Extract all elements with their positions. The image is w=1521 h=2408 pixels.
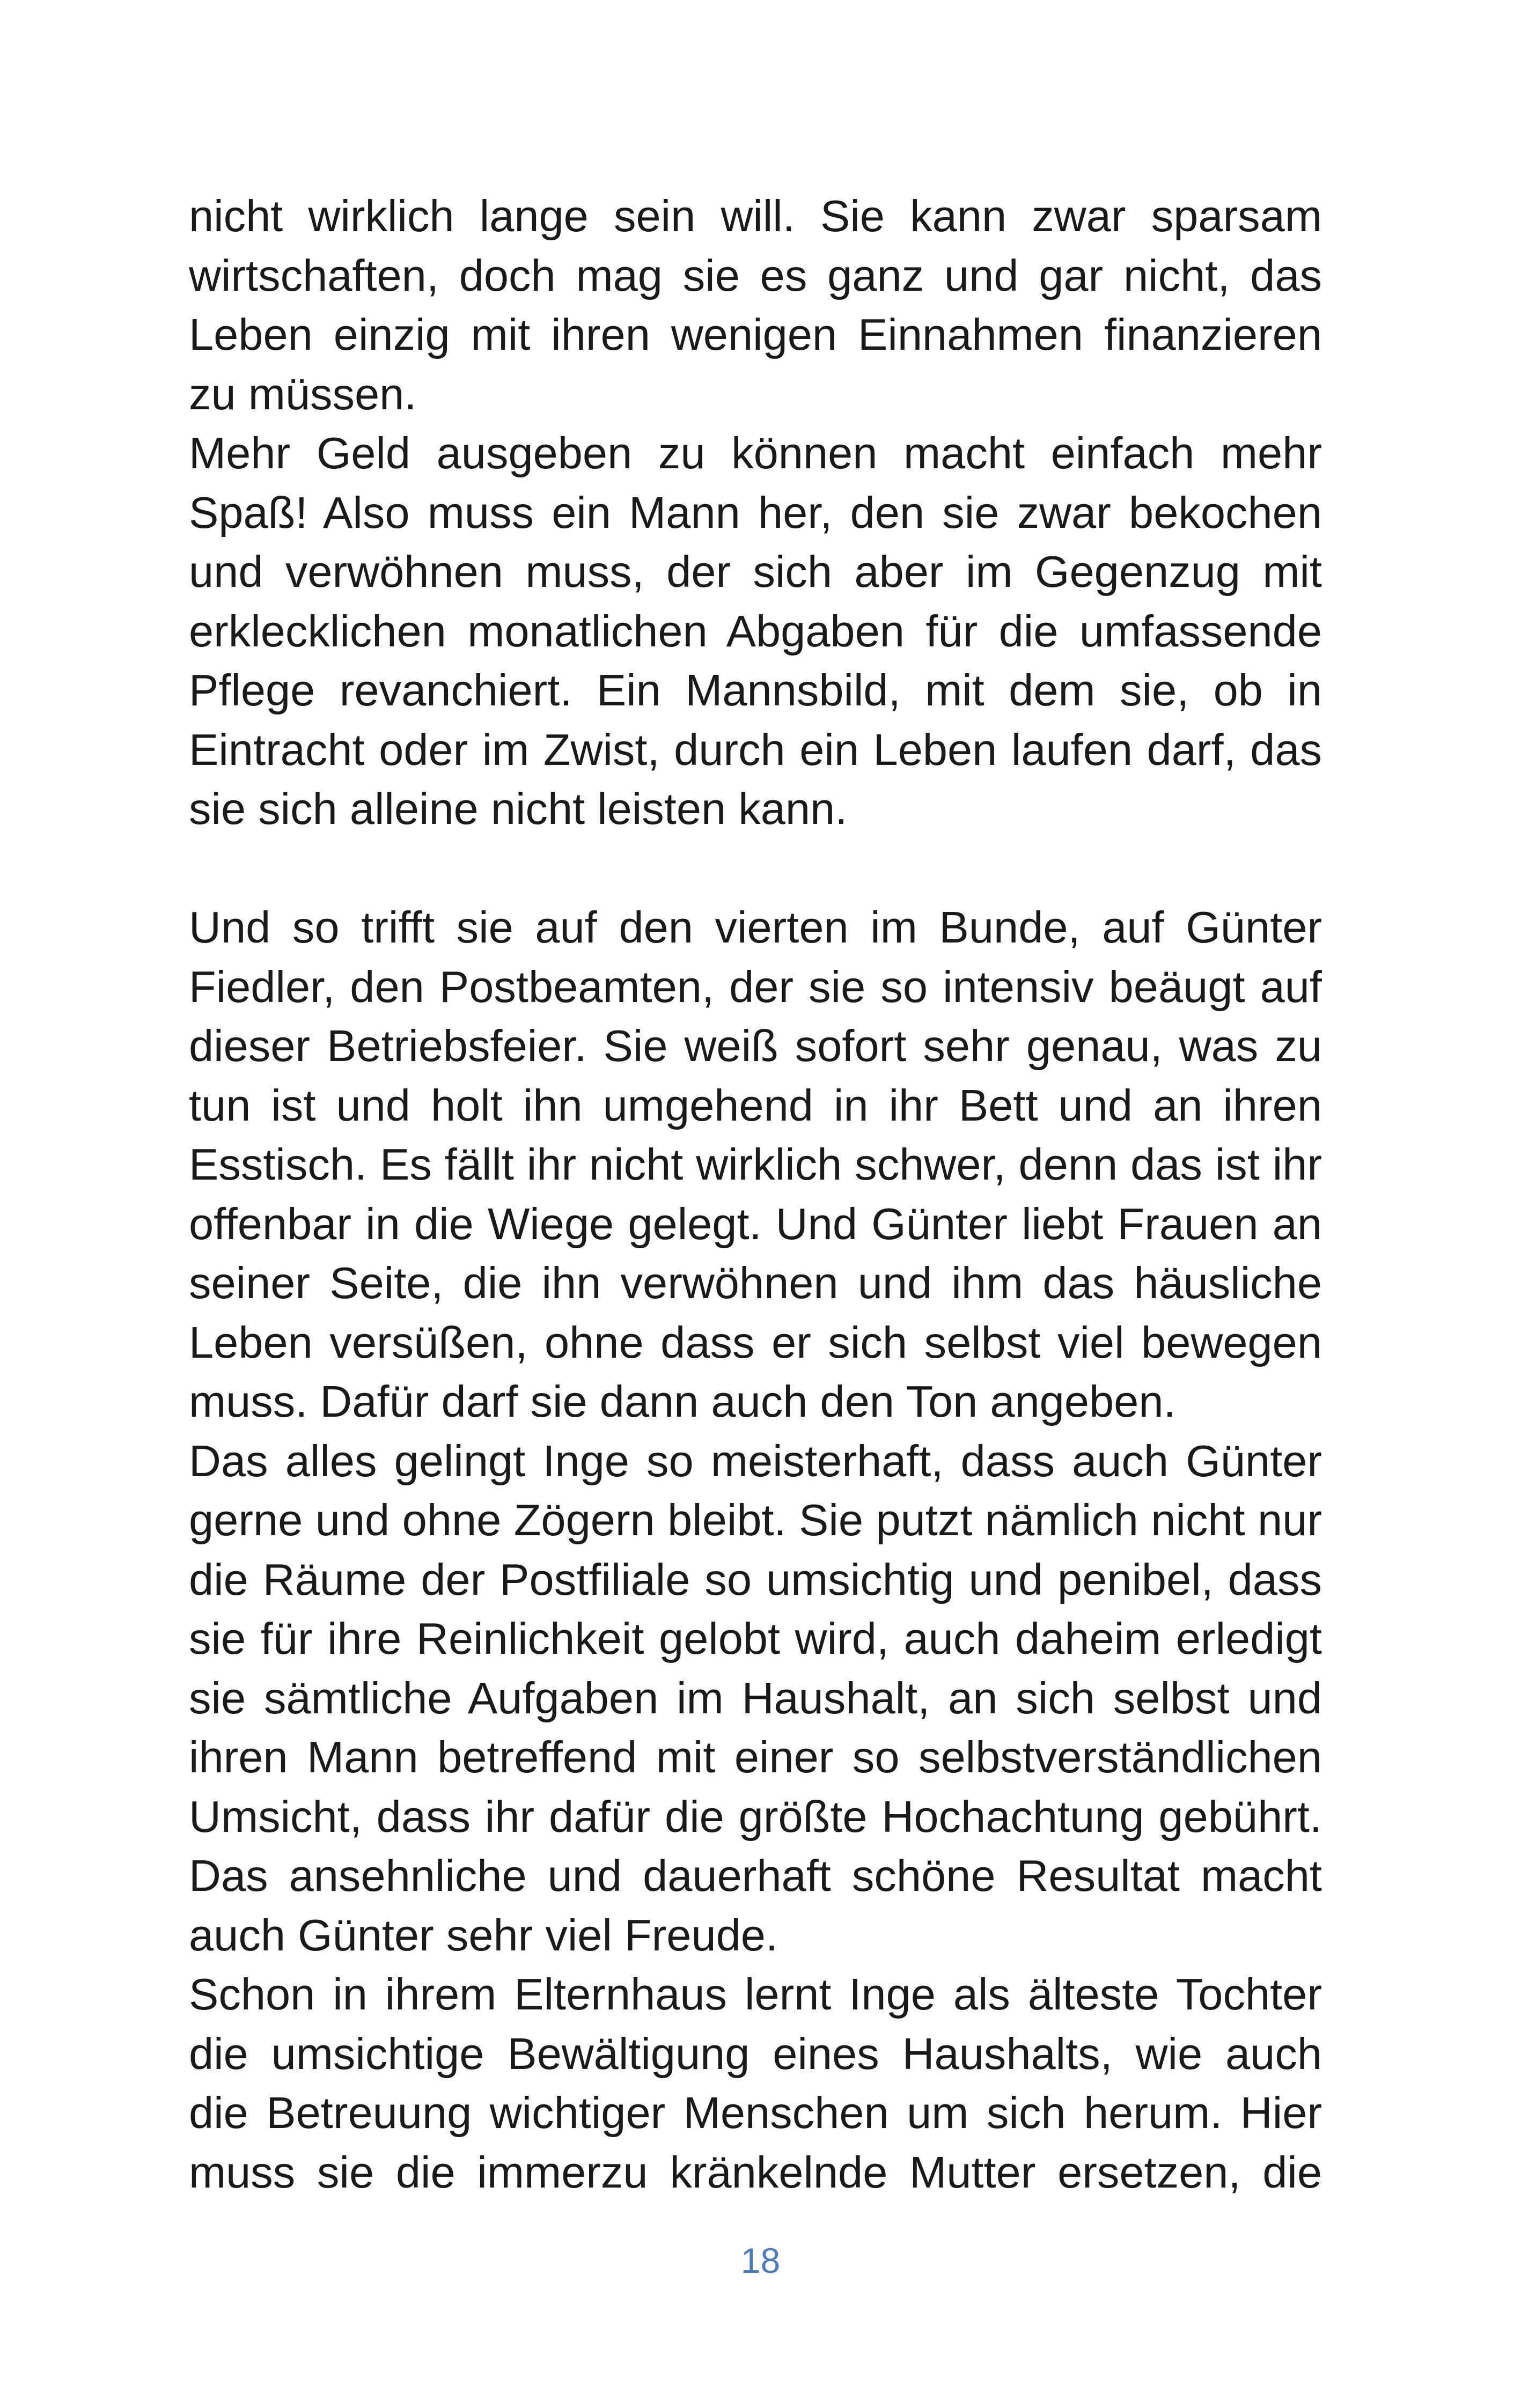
text-line: Mehr Geld ausgeben zu können macht einfach mehr: [189, 428, 1322, 478]
text-line: erklecklichen monatlichen Abgaben für die umfassende: [189, 606, 1322, 656]
text-line: Das alles gelingt Inge so meisterhaft, dass auch Günter: [189, 1435, 1322, 1486]
text-line: seiner Seite, die ihn verwöhnen und ihm das häusliche: [189, 1258, 1322, 1308]
text-line: Leben einzig mit ihren wenigen Einnahmen finanzieren: [189, 310, 1322, 359]
paragraph-4: [189, 1432, 1322, 1965]
text-line: Das ansehnliche und dauerhaft schöne Resultat macht: [189, 1851, 1322, 1901]
text-line: Spaß! Also muss ein Mann her, den sie zwar bekochen: [189, 487, 1322, 537]
text-line: muss. Dafür darf sie dann auch den Ton angeben.: [189, 1376, 1176, 1426]
text-line: Eintracht oder im Zwist, durch ein Leben laufen darf, das: [189, 724, 1322, 775]
text-line: Pflege revanchiert. Ein Mannsbild, mit dem sie, ob in: [189, 665, 1322, 715]
text-line: sie sich alleine nicht leisten kann.: [189, 784, 848, 834]
text-line: ihren Mann betreffend mit einer so selbstverständlichen: [189, 1732, 1322, 1782]
paragraph-gap: [189, 839, 1322, 899]
text-line: Fiedler, den Postbeamten, der sie so intensiv beäugt auf: [189, 961, 1322, 1012]
text-line: wirtschaften, doch mag sie es ganz und gar nicht, das: [189, 250, 1322, 300]
body-text: [189, 187, 1322, 2202]
text-line: tun ist und holt ihn umgehend in ihr Bett und an ihren: [189, 1080, 1322, 1130]
text-line: und verwöhnen muss, der sich aber im Gegenzug mit: [189, 547, 1322, 597]
text-line: Umsicht, dass ihr dafür die größte Hochachtung gebührt.: [189, 1791, 1322, 1842]
text-line: zu müssen.: [189, 369, 417, 419]
text-line: sie sämtliche Aufgaben im Haushalt, an sich selbst und: [189, 1673, 1322, 1723]
text-line: muss sie die immerzu kränkelnde Mutter ersetzen, die: [189, 2147, 1322, 2197]
text-line: Schon in ihrem Elternhaus lernt Inge als älteste Tochter: [189, 1969, 1322, 2019]
text-line: nicht wirklich lange sein will. Sie kann zwar sparsam: [189, 191, 1322, 241]
text-line: die Räume der Postfiliale so umsichtig und penibel, dass: [189, 1554, 1322, 1604]
paragraph-5: [189, 1965, 1322, 2202]
text-line: auch Günter sehr viel Freude.: [189, 1910, 778, 1960]
text-line: die umsichtige Bewältigung eines Haushalts, wie auch: [189, 2028, 1322, 2079]
paragraph-2: [189, 424, 1322, 839]
paragraph-3: [189, 898, 1322, 1432]
paragraph-1: [189, 187, 1322, 424]
text-line: die Betreuung wichtiger Menschen um sich herum. Hier: [189, 2088, 1322, 2138]
text-line: Esstisch. Es fällt ihr nicht wirklich schwer, denn das ist ihr: [189, 1139, 1322, 1189]
text-line: Und so trifft sie auf den vierten im Bunde, auf Günter: [189, 902, 1322, 952]
text-line: sie für ihre Reinlichkeit gelobt wird, auch daheim erledigt: [189, 1614, 1322, 1663]
text-line: Leben versüßen, ohne dass er sich selbst viel bewegen: [189, 1317, 1322, 1367]
page-number: 18: [740, 2241, 781, 2280]
text-line: gerne und ohne Zögern bleibt. Sie putzt nämlich nicht nur: [189, 1495, 1322, 1545]
text-line: dieser Betriebsfeier. Sie weiß sofort sehr genau, was zu: [189, 1021, 1322, 1071]
text-line: offenbar in die Wiege gelegt. Und Günter liebt Frauen an: [189, 1198, 1322, 1249]
